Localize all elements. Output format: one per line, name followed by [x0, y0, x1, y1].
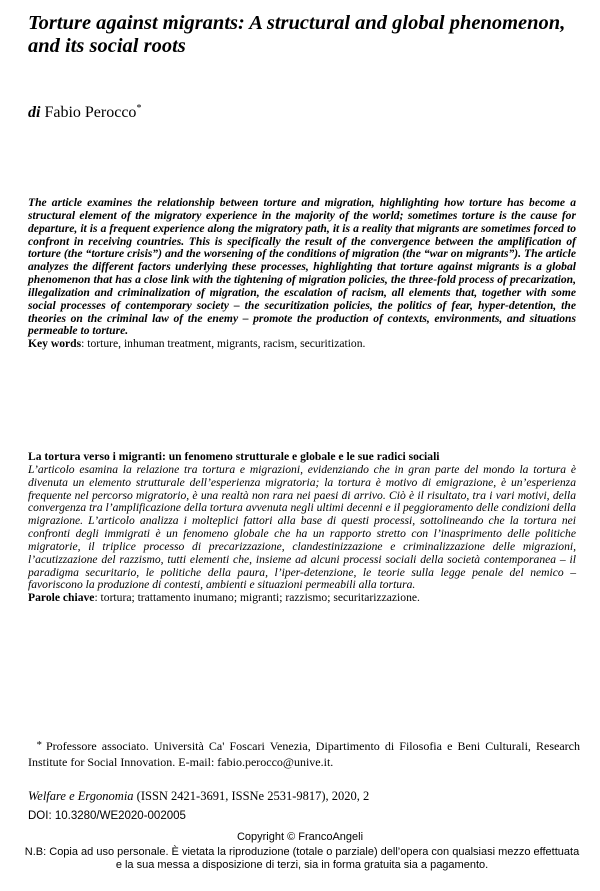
keywords-italian-label: Parole chiave [28, 591, 95, 605]
journal-citation [28, 789, 369, 804]
keywords-english-list: : torture, inhuman treatment, migrants, racism, securitization. [81, 337, 366, 351]
abstract-english [28, 197, 576, 351]
author-footnote-marker: * [136, 103, 142, 114]
author-prefix: di [28, 104, 41, 121]
abstract-italian-heading: La tortura verso i migranti: un fenomeno strutturale e globale e le sue radici sociali [28, 450, 440, 463]
keywords-english [28, 338, 576, 351]
abstract-italian-body: L’articolo esamina la relazione tra tortura e migrazioni, evidenziando che in gran parte del mondo la tortura è divenuta un elemento strutturale dell’esperienza migratoria; la tortura è motivo di emigrazione, è un’esperienza frequente nel percorso migratorio, è una realtà non rara nei paesi di arrivo. Ciò è il risultato, tra i vari motivi, della convergenza tra l’amplificazione della tortura avvenuta negli ultimi decenni e il peggioramento delle condizioni della migrazione. L’articolo analizza i molteplici fattori alla base di questi processi, sottolineando che la tortura nei confronti degli immigrati è un fenomeno globale che ha un rapporto stretto con l’inasprimento delle politiche migratorie, il triplice processo di precarizzazione, clandestinizzazione e criminalizzazione delle migrazioni, l’acutizzazione del razzismo, tutti elementi che, insieme ad alcuni processi sociali della società contemporanea – il paradigma securitario, le politiche della paura, l’iper-detenzione, le teorie sulla legge penale del nemico – favoriscono la produzione di contesti, ambienti e situazioni permeabili alla tortura. [28, 462, 576, 592]
doi-line: DOI: 10.3280/WE2020-002005 [28, 810, 186, 822]
keywords-italian-list: : tortura; trattamento inumano; migranti; razzismo; securitarizzazione. [94, 591, 420, 605]
footnote-marker: * [36, 739, 42, 751]
author-line [28, 99, 141, 123]
article-title: Torture against migrants: A structural and global phenomenon, and its social roots [28, 12, 566, 57]
usage-notice: N.B: Copia ad uso personale. È vietata la riproduzione (totale o parziale) dell’opera con qualsiasi mezzo effettuata e la sua messa a disposizione di terzi, sia in forma gratuita sia a pagamento. [24, 846, 580, 871]
keywords-english-label: Key words [28, 337, 82, 351]
abstract-english-body: The article examines the relationship between torture and migration, highlighting how torture has become a structural element of the migratory experience in the majority of the world; sometimes torture is the cause for departure, it is a frequent experience along the migratory path, it is a reality that migrants are sometimes forced to confront in receiving countries. This is specifically the result of the convergence between the amplification of torture (the “torture crisis”) and the worsening of the conditions of migration (the “war on migrants”). The article analyzes the different factors underlying these processes, highlighting that torture against migrants is a global phenomenon that has a close link with the tightening of migration policies, the three-fold process of precarization, illegalization and criminalization of migration, the escalation of racism, all elements that, together with some social processes of contemporary society – the securitization policies, the politics of fear, hyper-detention, the theories on the criminal law of the enemy – promote the production of contexts, environments, and situations permeable to torture. [28, 196, 576, 338]
journal-details: (ISSN 2421-3691, ISSNe 2531-9817), 2020, 2 [133, 789, 370, 803]
keywords-italian [28, 592, 576, 605]
author-name: Fabio Perocco [44, 104, 137, 121]
journal-name: Welfare e Ergonomia [28, 789, 134, 803]
abstract-italian [28, 451, 576, 605]
footnote-text: Professore associato. Università Ca' Foscari Venezia, Dipartimento di Filosofia e Beni Culturali, Research Institute for Social Innovation. E-mail: fabio.perocco@unive.it. [28, 739, 580, 769]
author-footnote [28, 738, 580, 770]
copyright-line: Copyright © FrancoAngeli [236, 831, 364, 843]
